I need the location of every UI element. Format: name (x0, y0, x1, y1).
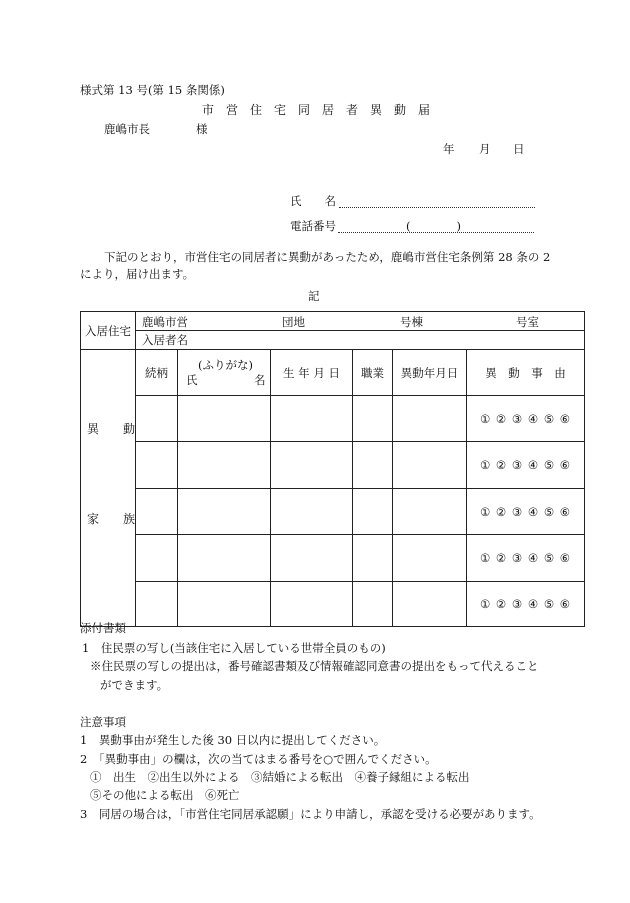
reason-options[interactable]: ① ② ③ ④ ⑤ ⑥ (467, 442, 585, 489)
header-name (178, 350, 271, 396)
reason-options[interactable]: ① ② ③ ④ ⑤ ⑥ (467, 582, 585, 627)
notes-item2-options2: ⑤その他による転出 ⑥死亡 (90, 788, 240, 802)
relation-cell[interactable] (136, 442, 178, 489)
form-title: 市 営 住 宅 同 居 者 異 動 届 (202, 103, 431, 117)
job-cell[interactable] (353, 489, 393, 535)
notes-item1: 1 異動事由が発生した後 30 日以内に提出してください。 (80, 733, 386, 747)
header-job: 職業 (353, 350, 393, 396)
reason-options[interactable]: ① ② ③ ④ ⑤ ⑥ (467, 535, 585, 582)
table-row (81, 535, 585, 582)
resident-name-cell[interactable] (136, 331, 585, 350)
family-label-bottom: 家 族 (87, 512, 136, 526)
notes-item2: 2 「異動事由」の欄は，次の当てはまる番号を○で囲んでください。 (80, 752, 437, 766)
addressee: 鹿嶋市長 (104, 122, 150, 136)
attachments-item1: 1 住民票の写し(当該住宅に入居している世帯全員のもの) (82, 641, 386, 655)
birth-cell[interactable] (271, 489, 353, 535)
ki-label: 記 (308, 289, 320, 303)
date-year-label: 年 (443, 142, 455, 156)
job-cell[interactable] (353, 535, 393, 582)
header-change-date: 異動年月日 (393, 350, 467, 396)
residence-address-cell[interactable] (136, 312, 585, 331)
attachments-note-line2: ができます。 (100, 678, 169, 692)
name-cell[interactable] (178, 582, 271, 627)
goushitsu-label: 号室 (516, 315, 539, 329)
applicant-name-field[interactable] (339, 207, 535, 208)
relation-cell[interactable] (136, 582, 178, 627)
header-relation: 続柄 (136, 350, 178, 396)
applicant-name-label: 氏 名 (290, 194, 336, 208)
birth-cell[interactable] (271, 442, 353, 489)
intro-text-line1: 下記のとおり，市営住宅の同居者に異動があったため，鹿嶋市営住宅条例第 28 条の 2 (104, 250, 551, 264)
job-cell[interactable] (353, 396, 393, 442)
city-label: 鹿嶋市営 (142, 315, 188, 329)
notes-heading: 注意事項 (80, 715, 126, 729)
birth-cell[interactable] (271, 396, 353, 442)
header-furigana: (ふりがな) (198, 358, 253, 372)
relation-cell[interactable] (136, 396, 178, 442)
table-row (81, 582, 585, 627)
relation-cell[interactable] (136, 535, 178, 582)
attachments-heading: 添付書類 (80, 621, 126, 635)
family-label-cell (81, 350, 136, 627)
change-date-cell[interactable] (393, 535, 467, 582)
job-cell[interactable] (353, 582, 393, 627)
header-birth: 生 年 月 日 (271, 350, 353, 396)
date-day-label: 日 (513, 142, 525, 156)
table-row (81, 442, 585, 489)
form-number: 様式第 13 号(第 15 条関係) (80, 83, 225, 97)
residence-label: 入居住宅 (81, 312, 136, 350)
date-month-label: 月 (479, 142, 491, 156)
change-date-cell[interactable] (393, 396, 467, 442)
applicant-phone-label: 電話番号 (290, 219, 336, 233)
notes-item2-options1: ① 出生 ②出生以外による ③結婚による転出 ④養子縁組による転出 (90, 770, 470, 784)
name-cell[interactable] (178, 489, 271, 535)
change-form-table (80, 311, 585, 627)
reason-options[interactable]: ① ② ③ ④ ⑤ ⑥ (467, 396, 585, 442)
header-name-a: 氏 (186, 373, 198, 387)
family-label-top: 異 動 (87, 422, 136, 436)
header-reason: 異 動 事 由 (467, 350, 585, 396)
notes-item3: 3 同居の場合は，「市営住宅同居承認願」により申請し，承認を受ける必要があります。 (80, 807, 541, 821)
birth-cell[interactable] (271, 582, 353, 627)
name-cell[interactable] (178, 396, 271, 442)
reason-options[interactable]: ① ② ③ ④ ⑤ ⑥ (467, 489, 585, 535)
relation-cell[interactable] (136, 489, 178, 535)
table-row (81, 489, 585, 535)
attachments-note-line1: ※住民票の写しの提出は，番号確認書類及び情報確認同意書の提出をもって代えること (90, 659, 539, 673)
applicant-phone-paren: ( ) (406, 219, 461, 233)
name-cell[interactable] (178, 442, 271, 489)
resident-name-label: 入居者名 (142, 333, 188, 347)
change-date-cell[interactable] (393, 582, 467, 627)
danchi-label: 団地 (282, 315, 305, 329)
honorific: 様 (196, 122, 208, 136)
intro-text-line2: により，届け出ます。 (80, 267, 195, 281)
header-name-b: 名 (254, 373, 266, 387)
change-date-cell[interactable] (393, 442, 467, 489)
name-cell[interactable] (178, 535, 271, 582)
change-date-cell[interactable] (393, 489, 467, 535)
gotou-label: 号棟 (400, 315, 423, 329)
job-cell[interactable] (353, 442, 393, 489)
table-row (81, 396, 585, 442)
birth-cell[interactable] (271, 535, 353, 582)
